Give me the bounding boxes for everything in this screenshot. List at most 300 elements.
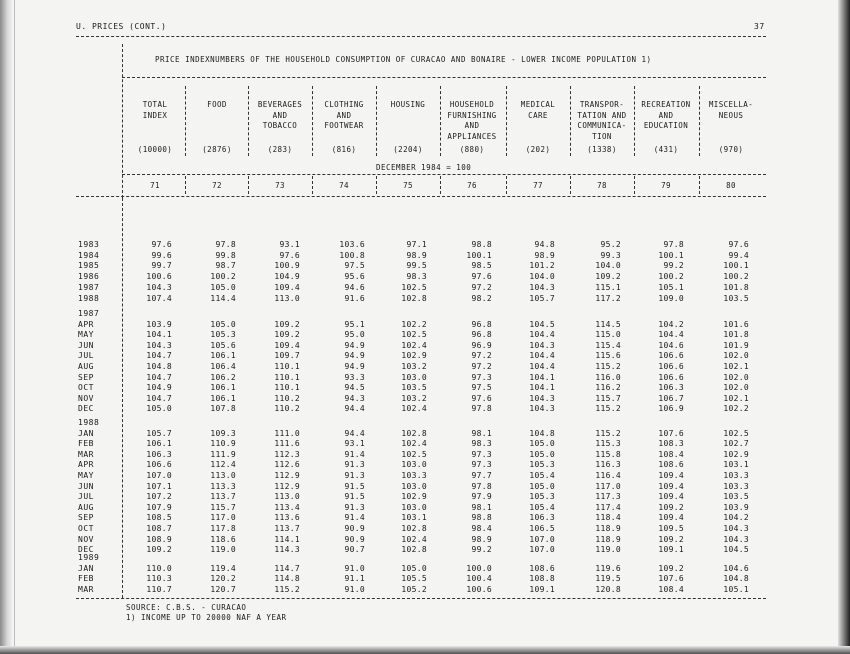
- column-number-divider: [699, 176, 700, 194]
- table-cell: 97.6: [471, 272, 492, 282]
- row-label: 1984: [78, 250, 100, 260]
- table-cell: 110.1: [274, 383, 300, 393]
- row-label: DEC: [78, 404, 94, 414]
- table-cell: 104.5: [529, 319, 555, 329]
- column-divider: [699, 86, 700, 156]
- table-cell: 91.5: [344, 492, 365, 502]
- table-cell: 114.5: [595, 319, 621, 329]
- title-rule: [122, 77, 766, 78]
- table-cell: 98.9: [406, 250, 427, 260]
- column-header-label: HOUSEHOLD FURNISHING AND APPLIANCES: [447, 100, 497, 141]
- table-cell: 103.1: [723, 460, 749, 470]
- table-cell: 109.2: [274, 319, 300, 329]
- table-cell: 114.1: [274, 534, 300, 544]
- row-label: 1987: [78, 282, 100, 292]
- column-weight: (880): [459, 145, 485, 154]
- column-divider: [634, 86, 635, 156]
- table-cell: 99.2: [663, 261, 684, 271]
- table-cell: 112.9: [274, 471, 300, 480]
- table-cell: 97.1: [406, 240, 427, 249]
- table-cell: 94.9: [344, 361, 365, 371]
- table-cell: 104.9: [274, 272, 300, 282]
- table-cell: 113.0: [274, 293, 300, 303]
- column-header-label: MISCELLA- NEOUS: [708, 100, 754, 120]
- table-cell: 110.2: [274, 404, 300, 414]
- table-cell: 93.1: [279, 240, 300, 249]
- table-cell: 106.6: [146, 460, 172, 470]
- table-cell: 113.0: [210, 471, 236, 480]
- row-label: JUL: [78, 351, 94, 361]
- table-cell: 103.3: [723, 481, 749, 491]
- table-cell: 106.6: [658, 351, 684, 361]
- table-cell: 109.4: [658, 492, 684, 502]
- table-cell: 104.3: [529, 340, 555, 350]
- table-cell: 96.8: [471, 330, 492, 340]
- table-cell: 103.5: [723, 293, 749, 303]
- table-cell: 114.4: [210, 293, 236, 303]
- table-cell: 106.2: [210, 372, 236, 382]
- table-cell: 109.4: [658, 471, 684, 480]
- table-cell: 93.1: [344, 439, 365, 449]
- table-cell: 98.7: [215, 261, 236, 271]
- column-number: 80: [726, 181, 736, 190]
- column-weight: (816): [331, 145, 357, 154]
- table-cell: 107.0: [529, 534, 555, 544]
- table-cell: 104.2: [723, 513, 749, 523]
- table-cell: 95.2: [600, 240, 621, 249]
- table-cell: 115.2: [595, 428, 621, 438]
- table-cell: 104.4: [658, 330, 684, 340]
- table-cell: 102.8: [401, 293, 427, 303]
- table-cell: 102.7: [723, 439, 749, 449]
- table-cell: 104.4: [529, 330, 555, 340]
- table-cell: 104.7: [146, 351, 172, 361]
- table-cell: 110.1: [274, 372, 300, 382]
- row-label: OCT: [78, 524, 94, 533]
- table-cell: 90.9: [344, 534, 365, 544]
- table-cell: 104.3: [146, 340, 172, 350]
- row-label: 1986: [78, 272, 100, 282]
- base-note: DECEMBER 1984 = 100: [376, 163, 472, 172]
- table-cell: 97.3: [471, 449, 492, 459]
- table-cell: 110.9: [210, 439, 236, 449]
- table-cell: 102.2: [401, 319, 427, 329]
- table-cell: 100.2: [210, 272, 236, 282]
- table-cell: 99.5: [406, 261, 427, 271]
- column-divider: [440, 86, 441, 156]
- table-cell: 107.6: [658, 428, 684, 438]
- table-cell: 105.7: [529, 293, 555, 303]
- table-cell: 100.4: [466, 574, 492, 584]
- column-weight: (1338): [587, 145, 617, 154]
- table-cell: 98.8: [471, 240, 492, 249]
- table-cell: 102.8: [401, 428, 427, 438]
- table-cell: 108.4: [658, 584, 684, 594]
- table-cell: 117.4: [595, 502, 621, 512]
- table-cell: 100.6: [466, 584, 492, 594]
- row-label: OCT: [78, 383, 94, 393]
- table-cell: 104.0: [595, 261, 621, 271]
- table-cell: 97.3: [471, 372, 492, 382]
- table-cell: 102.0: [723, 383, 749, 393]
- table-cell: 110.0: [146, 563, 172, 573]
- table-cell: 98.9: [471, 534, 492, 544]
- table-cell: 101.2: [529, 261, 555, 271]
- table-cell: 104.3: [723, 524, 749, 533]
- table-cell: 104.3: [723, 534, 749, 544]
- table-cell: 116.3: [595, 460, 621, 470]
- table-cell: 97.6: [279, 250, 300, 260]
- table-cell: 115.2: [595, 361, 621, 371]
- table-cell: 109.4: [658, 481, 684, 491]
- row-label: JAN: [78, 563, 94, 573]
- table-cell: 109.2: [595, 272, 621, 282]
- table-cell: 98.1: [471, 502, 492, 512]
- table-cell: 97.5: [344, 261, 365, 271]
- table-cell: 103.3: [401, 471, 427, 480]
- table-cell: 97.9: [471, 492, 492, 502]
- table-cell: 94.9: [344, 351, 365, 361]
- column-header-label: RECREATION AND EDUCATION: [641, 100, 691, 130]
- table-cell: 108.6: [529, 563, 555, 573]
- table-cell: 104.3: [146, 282, 172, 292]
- table-cell: 98.3: [471, 439, 492, 449]
- table-cell: 108.4: [658, 449, 684, 459]
- table-cell: 105.3: [529, 492, 555, 502]
- table-cell: 105.1: [723, 584, 749, 594]
- table-cell: 94.8: [534, 240, 555, 249]
- table-cell: 104.9: [146, 383, 172, 393]
- table-cell: 105.4: [529, 471, 555, 480]
- table-cell: 105.0: [529, 449, 555, 459]
- table-cell: 109.1: [529, 584, 555, 594]
- column-header-label: TOTAL INDEX: [142, 100, 168, 120]
- header-bottom-rule: [76, 196, 766, 197]
- table-cell: 111.6: [274, 439, 300, 449]
- table-cell: 105.0: [210, 282, 236, 292]
- column-number-divider: [185, 176, 186, 194]
- table-cell: 104.8: [146, 361, 172, 371]
- table-cell: 103.0: [401, 502, 427, 512]
- table-cell: 109.2: [658, 502, 684, 512]
- table-cell: 105.7: [146, 428, 172, 438]
- binder-edge: [0, 0, 12, 654]
- table-cell: 115.4: [595, 340, 621, 350]
- column-number: 72: [212, 181, 222, 190]
- table-cell: 102.9: [401, 351, 427, 361]
- table-cell: 104.1: [146, 330, 172, 340]
- table-cell: 98.9: [534, 250, 555, 260]
- table-cell: 102.4: [401, 534, 427, 544]
- table-cell: 105.0: [146, 404, 172, 414]
- column-weight: (2876): [202, 145, 232, 154]
- table-cell: 119.0: [595, 545, 621, 555]
- table-cell: 110.2: [274, 393, 300, 403]
- table-cell: 113.4: [274, 502, 300, 512]
- column-weight: (283): [267, 145, 293, 154]
- table-cell: 91.1: [344, 574, 365, 584]
- table-cell: 108.9: [146, 534, 172, 544]
- table-cell: 109.2: [146, 545, 172, 555]
- table-cell: 94.3: [344, 393, 365, 403]
- table-cell: 115.0: [595, 330, 621, 340]
- column-number: 74: [339, 181, 349, 190]
- table-cell: 106.3: [146, 449, 172, 459]
- table-cell: 102.2: [723, 404, 749, 414]
- table-cell: 104.7: [146, 393, 172, 403]
- table-cell: 101.8: [723, 330, 749, 340]
- table-cell: 100.1: [466, 250, 492, 260]
- table-cell: 107.1: [146, 481, 172, 491]
- row-label: JUN: [78, 481, 94, 491]
- year-heading: 1988: [78, 418, 100, 427]
- table-cell: 103.5: [401, 383, 427, 393]
- table-cell: 109.5: [658, 524, 684, 533]
- column-number-divider: [248, 176, 249, 194]
- table-cell: 106.1: [210, 383, 236, 393]
- column-weight: (431): [653, 145, 679, 154]
- table-cell: 104.3: [529, 404, 555, 414]
- row-label: JUN: [78, 340, 94, 350]
- table-cell: 102.8: [401, 545, 427, 555]
- column-weight: (10000): [137, 145, 173, 154]
- table-cell: 115.7: [210, 502, 236, 512]
- table-cell: 114.3: [274, 545, 300, 555]
- column-weight: (2204): [393, 145, 423, 154]
- table-cell: 98.5: [471, 261, 492, 271]
- table-cell: 99.7: [151, 261, 172, 271]
- column-header-label: CLOTHING AND FOOTWEAR: [324, 100, 364, 130]
- column-divider: [312, 86, 313, 156]
- table-cell: 114.7: [274, 563, 300, 573]
- table-cell: 104.0: [529, 272, 555, 282]
- table-cell: 99.6: [151, 250, 172, 260]
- table-cell: 105.6: [210, 340, 236, 350]
- table-cell: 102.5: [401, 449, 427, 459]
- table-cell: 91.4: [344, 449, 365, 459]
- column-number: 78: [597, 181, 607, 190]
- column-divider: [185, 86, 186, 156]
- table-cell: 104.8: [529, 428, 555, 438]
- table-cell: 90.9: [344, 524, 365, 533]
- table-cell: 101.8: [723, 282, 749, 292]
- table-cell: 107.0: [529, 545, 555, 555]
- table-cell: 106.5: [529, 524, 555, 533]
- table-cell: 117.0: [595, 481, 621, 491]
- table-cell: 115.7: [595, 393, 621, 403]
- table-cell: 115.6: [595, 351, 621, 361]
- table-cell: 105.4: [529, 502, 555, 512]
- page-shadow-bottom: [0, 646, 850, 654]
- table-cell: 107.8: [210, 404, 236, 414]
- table-cell: 91.3: [344, 502, 365, 512]
- table-cell: 105.0: [529, 439, 555, 449]
- table-cell: 100.1: [723, 261, 749, 271]
- table-cell: 97.8: [215, 240, 236, 249]
- table-cell: 101.9: [723, 340, 749, 350]
- table-cell: 104.8: [723, 574, 749, 584]
- table-cell: 98.3: [406, 272, 427, 282]
- table-cell: 97.8: [471, 404, 492, 414]
- table-cell: 104.7: [146, 372, 172, 382]
- table-cell: 112.6: [274, 460, 300, 470]
- table-cell: 108.5: [146, 513, 172, 523]
- table-cell: 115.3: [595, 439, 621, 449]
- row-label: MAY: [78, 330, 94, 340]
- table-cell: 97.2: [471, 351, 492, 361]
- page-shadow-right: [838, 0, 850, 654]
- column-number: 73: [275, 181, 285, 190]
- table-cell: 97.3: [471, 460, 492, 470]
- table-cell: 108.8: [529, 574, 555, 584]
- table-cell: 105.3: [529, 460, 555, 470]
- table-cell: 106.6: [658, 361, 684, 371]
- table-cell: 103.1: [401, 513, 427, 523]
- table-cell: 103.2: [401, 361, 427, 371]
- bottom-rule: [76, 598, 766, 599]
- table-cell: 91.0: [344, 584, 365, 594]
- table-cell: 103.0: [401, 460, 427, 470]
- table-cell: 105.2: [401, 584, 427, 594]
- column-header-label: BEVERAGES AND TOBACCO: [257, 100, 303, 130]
- table-cell: 97.8: [663, 240, 684, 249]
- table-cell: 117.2: [595, 293, 621, 303]
- table-cell: 105.0: [401, 563, 427, 573]
- table-cell: 112.9: [274, 481, 300, 491]
- table-cell: 100.6: [146, 272, 172, 282]
- table-cell: 115.2: [595, 404, 621, 414]
- row-label: 1983: [78, 240, 100, 249]
- table-cell: 110.7: [146, 584, 172, 594]
- table-cell: 98.2: [471, 293, 492, 303]
- table-cell: 110.3: [146, 574, 172, 584]
- table-cell: 112.3: [274, 449, 300, 459]
- table-cell: 103.2: [401, 393, 427, 403]
- table-cell: 94.4: [344, 428, 365, 438]
- top-rule: [76, 36, 766, 37]
- table-cell: 91.6: [344, 293, 365, 303]
- year-heading: 1987: [78, 309, 100, 318]
- table-cell: 109.1: [658, 545, 684, 555]
- column-header-label: HOUSING: [390, 100, 426, 109]
- column-number: 76: [467, 181, 477, 190]
- column-weight: (202): [525, 145, 551, 154]
- table-cell: 99.2: [471, 545, 492, 555]
- table-cell: 113.7: [274, 524, 300, 533]
- table-cell: 106.4: [210, 361, 236, 371]
- table-cell: 96.9: [471, 340, 492, 350]
- table-cell: 102.0: [723, 372, 749, 382]
- table-cell: 107.9: [146, 502, 172, 512]
- table-cell: 100.1: [658, 250, 684, 260]
- column-header-label: TRANSPOR- TATION AND COMMUNICA- TION: [577, 100, 627, 141]
- table-cell: 112.4: [210, 460, 236, 470]
- table-cell: 119.6: [595, 563, 621, 573]
- table-cell: 107.2: [146, 492, 172, 502]
- table-cell: 103.9: [146, 319, 172, 329]
- table-cell: 109.3: [210, 428, 236, 438]
- table-cell: 105.0: [529, 481, 555, 491]
- table-cell: 104.2: [658, 319, 684, 329]
- table-cell: 107.4: [146, 293, 172, 303]
- stub-divider-top: [122, 44, 123, 198]
- column-number-divider: [376, 176, 377, 194]
- table-cell: 102.8: [401, 524, 427, 533]
- table-cell: 113.6: [274, 513, 300, 523]
- table-cell: 116.2: [595, 383, 621, 393]
- column-number-divider: [570, 176, 571, 194]
- table-cell: 97.5: [471, 383, 492, 393]
- table-cell: 106.7: [658, 393, 684, 403]
- row-label: MAR: [78, 449, 94, 459]
- table-cell: 113.0: [274, 492, 300, 502]
- table-cell: 109.2: [274, 330, 300, 340]
- year-heading: 1989: [78, 553, 100, 562]
- table-cell: 91.0: [344, 563, 365, 573]
- row-label: 1988: [78, 293, 100, 303]
- table-cell: 118.6: [210, 534, 236, 544]
- row-label: MAR: [78, 584, 94, 594]
- table-cell: 104.3: [529, 282, 555, 292]
- source-note: SOURCE: C.B.S. - CURACAO: [126, 603, 247, 612]
- column-number-divider: [440, 176, 441, 194]
- table-cell: 93.3: [344, 372, 365, 382]
- table-cell: 107.0: [146, 471, 172, 480]
- table-cell: 94.5: [344, 383, 365, 393]
- table-cell: 98.4: [471, 524, 492, 533]
- table-cell: 105.1: [658, 282, 684, 292]
- table-cell: 102.0: [723, 351, 749, 361]
- row-label: FEB: [78, 574, 94, 584]
- table-cell: 120.7: [210, 584, 236, 594]
- row-label: JUL: [78, 492, 94, 502]
- table-cell: 117.3: [595, 492, 621, 502]
- table-cell: 106.6: [658, 372, 684, 382]
- row-label: NOV: [78, 534, 94, 544]
- table-cell: 104.1: [529, 383, 555, 393]
- table-cell: 94.9: [344, 340, 365, 350]
- table-cell: 97.2: [471, 361, 492, 371]
- table-cell: 109.2: [658, 563, 684, 573]
- table-cell: 116.4: [595, 471, 621, 480]
- table-cell: 95.0: [344, 330, 365, 340]
- table-cell: 120.2: [210, 574, 236, 584]
- table-cell: 103.5: [723, 492, 749, 502]
- table-cell: 104.4: [529, 361, 555, 371]
- table-cell: 91.5: [344, 481, 365, 491]
- table-cell: 96.8: [471, 319, 492, 329]
- table-cell: 90.7: [344, 545, 365, 555]
- column-weight: (970): [718, 145, 744, 154]
- table-cell: 97.6: [471, 393, 492, 403]
- table-cell: 100.2: [723, 272, 749, 282]
- column-number-divider: [634, 176, 635, 194]
- column-header-label: FOOD: [207, 100, 227, 109]
- table-cell: 106.3: [658, 383, 684, 393]
- page-number: 37: [754, 22, 765, 31]
- table-title: PRICE INDEXNUMBERS OF THE HOUSEHOLD CONSUMPTION OF CURACAO AND BONAIRE - LOWER INCOME POPULATION 1): [155, 55, 652, 64]
- column-number: 79: [661, 181, 671, 190]
- table-cell: 106.1: [210, 393, 236, 403]
- table-cell: 114.8: [274, 574, 300, 584]
- table-cell: 109.7: [274, 351, 300, 361]
- table-cell: 97.8: [471, 481, 492, 491]
- table-cell: 115.2: [274, 584, 300, 594]
- table-cell: 113.3: [210, 481, 236, 491]
- table-cell: 105.3: [210, 330, 236, 340]
- table-cell: 97.6: [728, 240, 749, 249]
- table-cell: 99.3: [600, 250, 621, 260]
